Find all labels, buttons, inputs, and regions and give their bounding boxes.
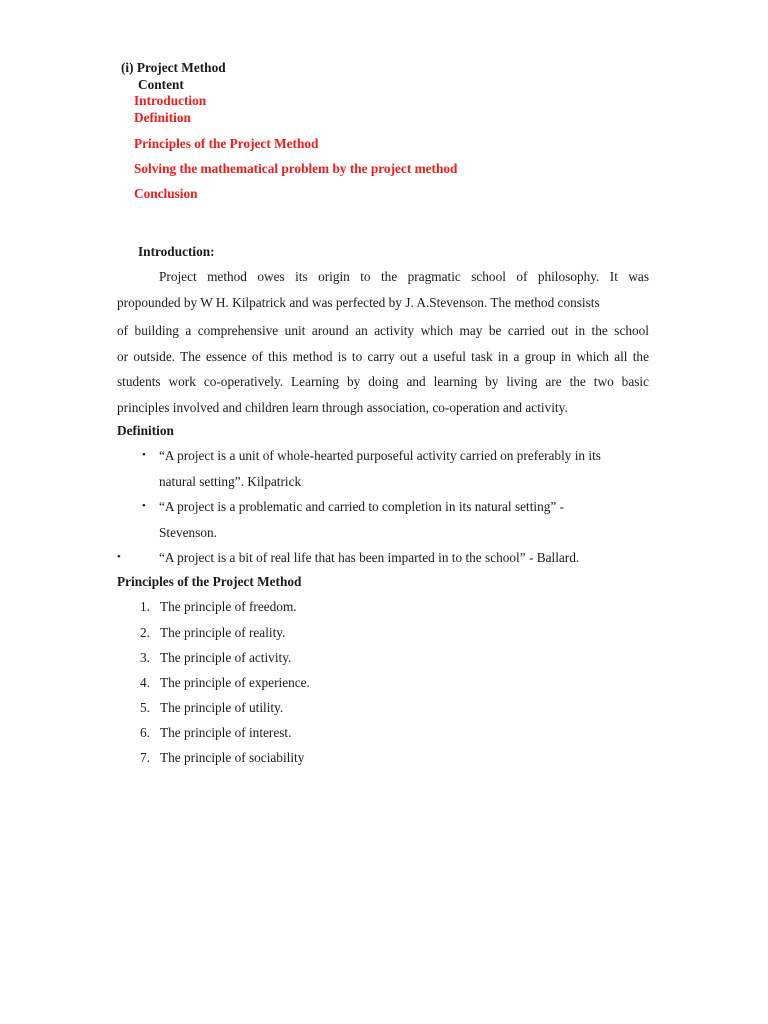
list-number: 6. xyxy=(140,725,150,740)
list-text: The principle of experience. xyxy=(160,675,310,690)
definition-attribution-kilpatrick: natural setting”. Kilpatrick xyxy=(159,474,302,489)
list-number: 7. xyxy=(140,750,150,765)
toc-item-conclusion: Conclusion xyxy=(134,186,198,201)
toc-item-definition: Definition xyxy=(134,110,191,125)
principles-heading: Principles of the Project Method xyxy=(117,574,302,589)
list-text: The principle of interest. xyxy=(160,725,292,740)
introduction-line: principles involved and children learn through association, co-operation and activity. xyxy=(117,399,568,415)
list-number: 1. xyxy=(140,599,150,614)
introduction-line: students work co-operatively. Learning by doing and learning by living are the two basic xyxy=(117,374,649,389)
introduction-line: Project method owes its origin to the pragmatic school of philosophy. It was xyxy=(159,269,649,284)
definition-heading: Definition xyxy=(117,423,174,438)
list-text: The principle of activity. xyxy=(160,650,292,665)
list-number: 5. xyxy=(140,700,150,715)
bullet-icon: • xyxy=(142,449,146,461)
definition-quote-stevenson: “A project is a problematic and carried to completion in its natural setting” - xyxy=(159,499,565,514)
list-number: 2. xyxy=(140,625,150,640)
toc-item-principles: Principles of the Project Method xyxy=(134,136,319,151)
list-text: The principle of utility. xyxy=(160,700,284,715)
definition-quote-ballard: “A project is a bit of real life that has been imparted in to the school” - Ballard. xyxy=(159,550,580,565)
bullet-icon: • xyxy=(142,500,146,512)
introduction-line: of building a comprehensive unit around an activity which may be carried out in the school xyxy=(117,323,649,338)
toc-item-introduction: Introduction xyxy=(134,93,207,108)
definition-quote-kilpatrick: “A project is a unit of whole-hearted purposeful activity carried on preferably in its xyxy=(159,448,601,463)
list-text: The principle of freedom. xyxy=(160,599,297,614)
introduction-line: or outside. The essence of this method is to carry out a useful task in a group in which all the xyxy=(117,348,649,364)
introduction-heading: Introduction: xyxy=(138,244,215,259)
list-number: 3. xyxy=(140,650,150,665)
list-text: The principle of sociability xyxy=(160,750,305,765)
bullet-icon: • xyxy=(117,551,121,563)
definition-attribution-stevenson: Stevenson. xyxy=(159,525,217,540)
document-title: (i) Project Method xyxy=(121,60,226,75)
introduction-line: propounded by W H. Kilpatrick and was perfected by J. A.Stevenson. The method consists xyxy=(117,294,600,310)
toc-item-solving: Solving the mathematical problem by the project method xyxy=(134,161,458,176)
list-text: The principle of reality. xyxy=(160,625,286,640)
list-number: 4. xyxy=(140,675,150,690)
content-label: Content xyxy=(138,77,184,92)
introduction-paragraph xyxy=(117,264,649,420)
